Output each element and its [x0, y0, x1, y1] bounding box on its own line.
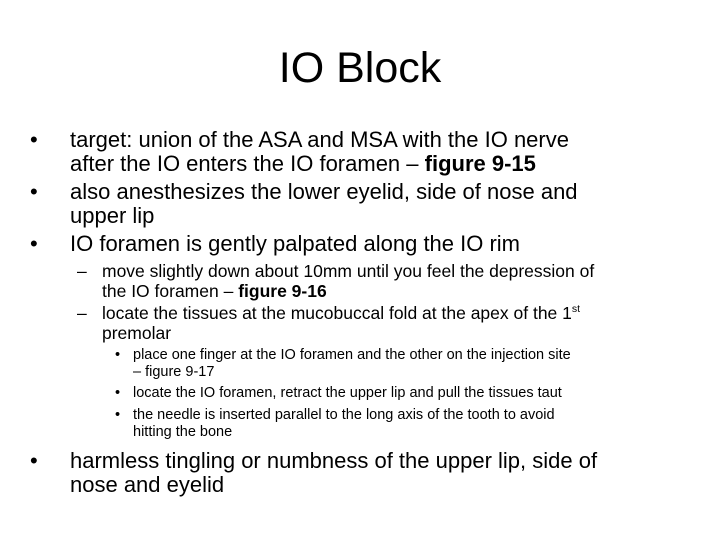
- bullet-marker: •: [30, 179, 38, 204]
- figure-reference: figure 9-16: [238, 281, 327, 301]
- bullet-text-cont: [70, 151, 536, 177]
- subbullet-text: the IO foramen –: [102, 281, 239, 301]
- subbullet-text-cont: premolar: [102, 323, 172, 343]
- subbullet-text-main: locate the tissues at the mucobuccal fold at the apex of the 1: [102, 303, 572, 323]
- dash-marker: –: [77, 261, 87, 281]
- tertiary-text: locate the IO foramen, retract the upper lip and pull the tissues taut: [133, 385, 562, 401]
- ordinal-suffix: st: [571, 303, 581, 316]
- subbullet-text: [102, 303, 580, 323]
- bullet-marker: •: [30, 448, 38, 473]
- tertiary-text: place one finger at the IO foramen and the other on the injection site: [133, 347, 571, 363]
- bullet-text: harmless tingling or numbness of the upper lip, side of: [70, 448, 598, 473]
- tertiary-marker: •: [115, 385, 121, 401]
- tertiary-text: the needle is inserted parallel to the long axis of the tooth to avoid: [133, 407, 555, 423]
- bullet-marker: •: [30, 127, 38, 152]
- bullet-text-cont: upper lip: [70, 203, 155, 228]
- bullet-text: target: union of the ASA and MSA with the IO nerve: [70, 127, 569, 152]
- tertiary-text-cont: hitting the bone: [133, 424, 233, 440]
- tertiary-marker: •: [115, 347, 121, 363]
- figure-reference: figure 9-15: [424, 151, 536, 176]
- bullet-text: also anesthesizes the lower eyelid, side of nose and: [70, 179, 578, 204]
- bullet-marker: •: [30, 231, 38, 256]
- bullet-text: IO foramen is gently palpated along the IO rim: [70, 231, 521, 256]
- bullet-text: after the IO enters the IO foramen –: [70, 151, 425, 176]
- tertiary-text-cont: – figure 9-17: [133, 364, 215, 380]
- dash-marker: –: [77, 303, 87, 323]
- bullet-text-cont: nose and eyelid: [70, 472, 225, 497]
- subbullet-text: move slightly down about 10mm until you feel the depression of: [102, 261, 595, 281]
- slide-title: IO Block: [278, 44, 442, 92]
- tertiary-marker: •: [115, 407, 121, 423]
- subbullet-text-cont: [102, 281, 327, 301]
